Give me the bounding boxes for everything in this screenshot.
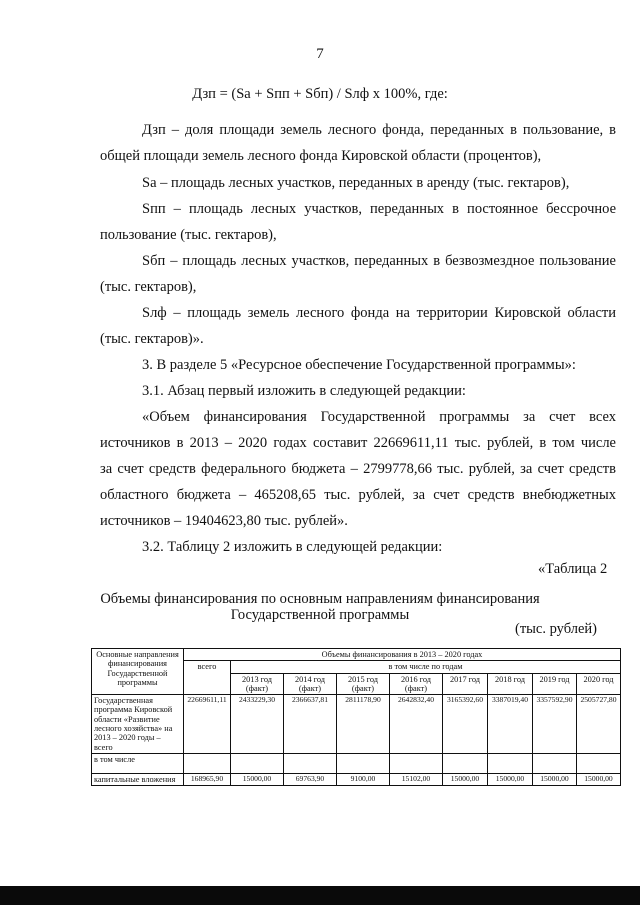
table-row [92, 773, 621, 785]
scan-bottom-edge [0, 886, 640, 905]
row-value: 15000,00 [577, 773, 621, 785]
quote-line-4: областного бюджета – 465208,65 тыс. рублей, за счет средств внебюджетных [100, 487, 616, 503]
row-label: Государственная программа Кировской области «Развитие лесного хозяйства» на 2013 – 2020 годы – всего [92, 695, 184, 754]
header-year: 2015 год (факт) [337, 673, 390, 695]
row-value: 3165392,60 [443, 695, 488, 754]
table-row [92, 695, 621, 754]
row-value: 15102,00 [390, 773, 443, 785]
table-row [92, 753, 621, 773]
definition-spp-line-2: пользование (тыс. гектаров), [100, 227, 277, 243]
page-number: 7 [316, 46, 324, 62]
header-by-years: в том числе по годам [231, 661, 621, 673]
row-value: 15000,00 [231, 773, 284, 785]
definition-sbp-line-1: Sбп – площадь лесных участков, переданных в безвозмездное пользование [142, 253, 616, 269]
definition-dzp-line-2: общей площади земель лесного фонда Кировской области (процентов), [100, 148, 542, 164]
definition-spp-line-1: Sпп – площадь лесных участков, переданных в постоянное бессрочное [142, 201, 616, 217]
quote-line-2: источников в 2013 – 2020 годах составит 22669611,11 тыс. рублей, в том числе [100, 435, 616, 451]
row-value: 15000,00 [533, 773, 577, 785]
definition-dzp-line-1: Дзп – доля площади земель лесного фонда, переданных в пользование, в [142, 122, 616, 138]
row-value [533, 753, 577, 773]
item-3-2: 3.2. Таблицу 2 изложить в следующей редакции: [142, 539, 443, 555]
table-title-line-1: Объемы финансирования по основным направлениям финансирования [100, 591, 540, 607]
quote-line-3: за счет средств федерального бюджета – 2799778,66 тыс. рублей, за счет средств [100, 461, 616, 477]
header-year: 2020 год [577, 673, 621, 695]
definition-sa: Sа – площадь лесных участков, переданных в аренду (тыс. гектаров), [142, 175, 570, 191]
row-value: 2811178,90 [337, 695, 390, 754]
header-year: 2014 год (факт) [284, 673, 337, 695]
row-label: капитальные вложения [92, 773, 184, 785]
row-value [231, 753, 284, 773]
header-year: 2016 год (факт) [390, 673, 443, 695]
definition-slf-line-1: Sлф – площадь земель лесного фонда на территории Кировской области [142, 305, 616, 321]
row-value: 3387019,40 [488, 695, 533, 754]
row-value [577, 753, 621, 773]
row-value [284, 753, 337, 773]
financing-table [91, 648, 621, 786]
table-title-line-2: Государственной программы [230, 607, 410, 623]
row-value [443, 753, 488, 773]
row-value [390, 753, 443, 773]
item-3: 3. В разделе 5 «Ресурсное обеспечение Государственной программы»: [142, 357, 576, 373]
row-value [337, 753, 390, 773]
quote-line-5: источников – 19404623,80 тыс. рублей». [100, 513, 348, 529]
definition-slf-line-2: (тыс. гектаров)». [100, 331, 204, 347]
row-total: 22669611,11 [184, 695, 231, 754]
header-year: 2017 год [443, 673, 488, 695]
formula: Дзп = (Sа + Sпп + Sбп) / Sлф х 100%, где: [192, 86, 448, 102]
row-value: 15000,00 [443, 773, 488, 785]
quote-line-1: «Объем финансирования Государственной программы за счет всех [142, 409, 616, 425]
header-year: 2013 год (факт) [231, 673, 284, 695]
row-total: 168965,90 [184, 773, 231, 785]
row-total [184, 753, 231, 773]
definition-sbp-line-2: (тыс. гектаров), [100, 279, 197, 295]
row-value: 69763,90 [284, 773, 337, 785]
units-label: (тыс. рублей) [515, 621, 597, 637]
row-value: 9100,00 [337, 773, 390, 785]
header-directions: Основные направления финансирования Государственной программы [92, 649, 184, 695]
row-value: 2433229,30 [231, 695, 284, 754]
row-value [488, 753, 533, 773]
row-value: 2505727,80 [577, 695, 621, 754]
row-value: 2642832,40 [390, 695, 443, 754]
item-3-1: 3.1. Абзац первый изложить в следующей редакции: [142, 383, 466, 399]
row-label: в том числе [92, 753, 184, 773]
table-label: «Таблица 2 [538, 561, 608, 577]
row-value: 2366637,81 [284, 695, 337, 754]
header-total: всего [184, 661, 231, 695]
header-year: 2019 год [533, 673, 577, 695]
header-group: Объемы финансирования в 2013 – 2020 годах [184, 649, 621, 661]
header-year: 2018 год [488, 673, 533, 695]
row-value: 3357592,90 [533, 695, 577, 754]
row-value: 15000,00 [488, 773, 533, 785]
